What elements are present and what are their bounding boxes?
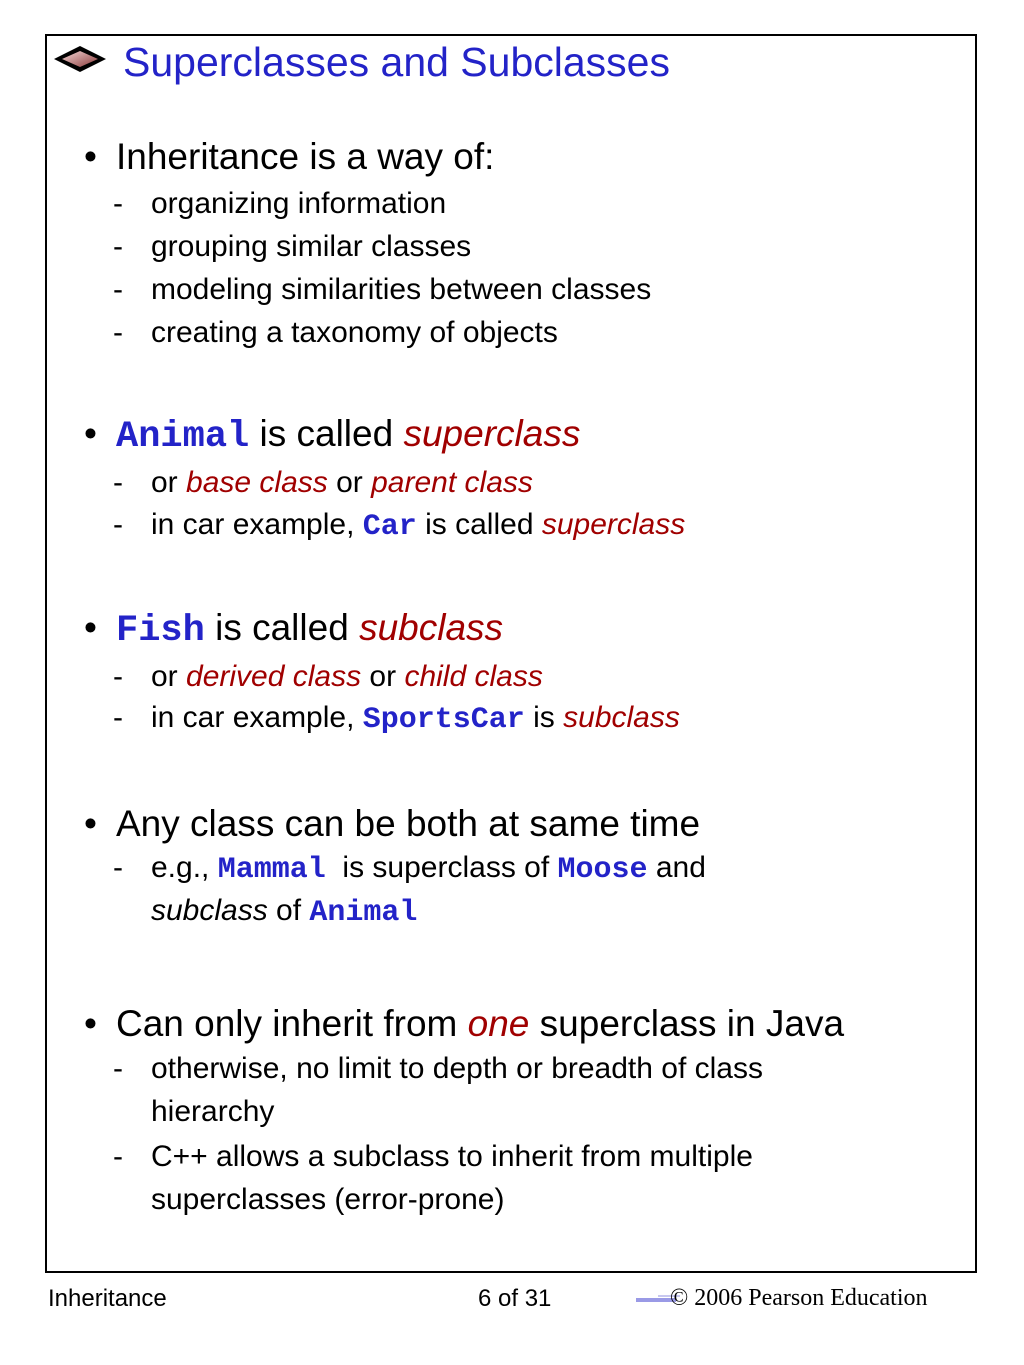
sub-item: - otherwise, no limit to depth or breadth of class	[113, 1052, 763, 1085]
bullet-animal-superclass: • Animal is called superclass	[84, 413, 581, 458]
sub-item: - creating a taxonomy of objects	[113, 316, 558, 349]
slide-title: Superclasses and Subclasses	[123, 39, 670, 85]
sub-item: - or derived class or child class	[113, 660, 543, 693]
bullet-both: • Any class can be both at same time	[84, 803, 701, 844]
sub-item: - in car example, Car is called superclass	[113, 508, 686, 544]
sub-item: - or base class or parent class	[113, 466, 533, 499]
sub-item-continuation: superclasses (error-prone)	[151, 1183, 505, 1216]
sub-item: - grouping similar classes	[113, 230, 472, 263]
sub-item-continuation: subclass of Animal	[151, 894, 418, 930]
sub-item-continuation: hierarchy	[151, 1095, 275, 1128]
bullet-fish-subclass: • Fish is called subclass	[84, 607, 504, 652]
footer-topic: Inheritance	[48, 1285, 167, 1312]
bullet-inheritance: • Inheritance is a way of:	[84, 136, 495, 177]
bullet-single-inheritance: • Can only inherit from one superclass in Java	[84, 1003, 845, 1044]
sub-item: - organizing information	[113, 187, 447, 220]
sub-item: - modeling similarities between classes	[113, 273, 652, 306]
diamond-icon	[52, 44, 108, 74]
sub-item: - e.g., Mammal is superclass of Moose and	[113, 851, 706, 887]
sub-item: - C++ allows a subclass to inherit from multiple	[113, 1140, 753, 1173]
page-number: 6 of 31	[478, 1285, 552, 1312]
sub-item: - in car example, SportsCar is subclass	[113, 701, 680, 737]
copyright: © 2006 Pearson Education	[670, 1285, 928, 1311]
